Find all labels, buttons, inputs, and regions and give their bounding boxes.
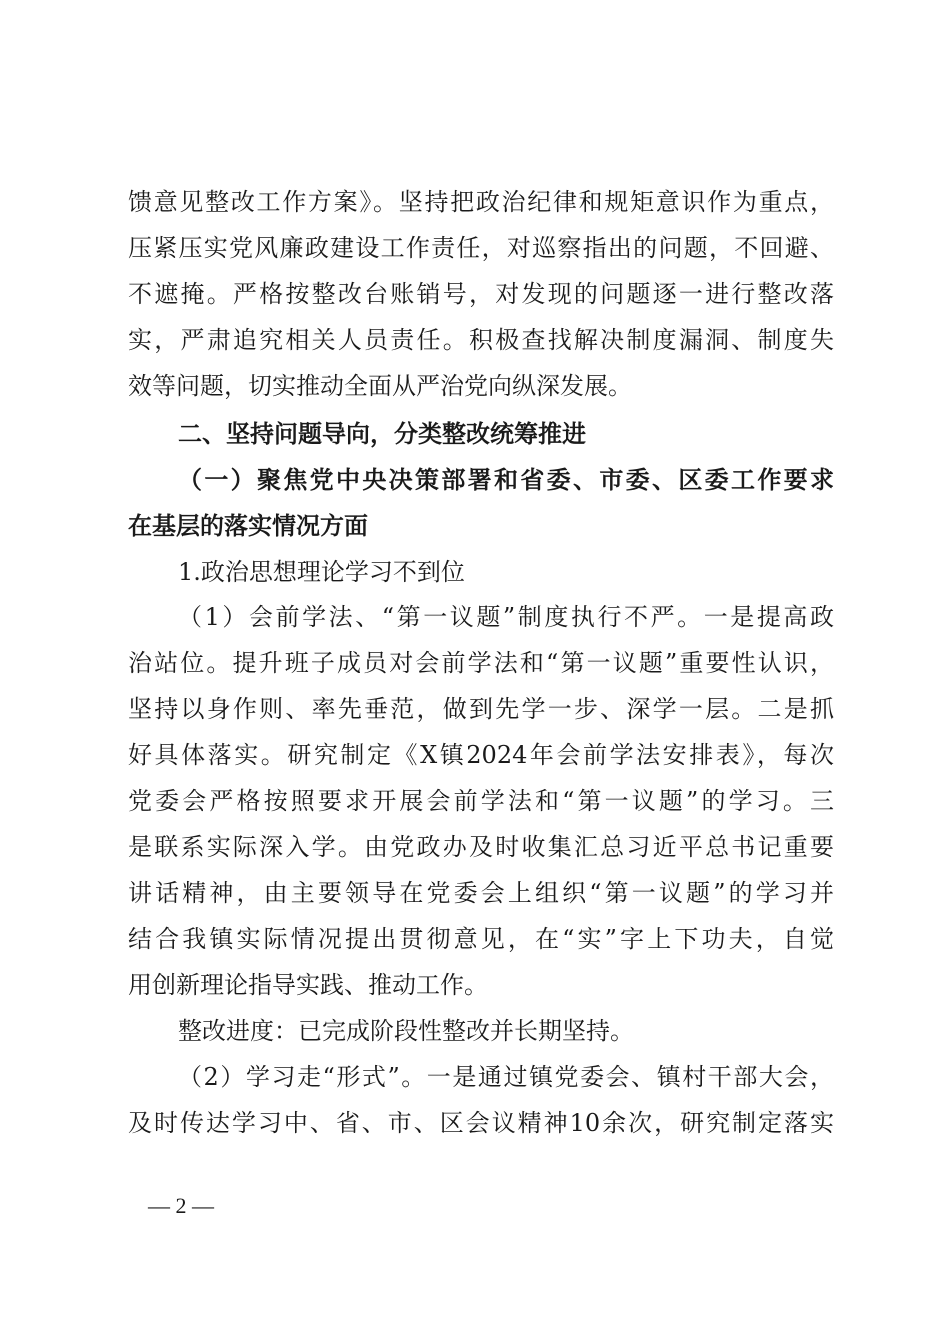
paragraph-line: 好具体落实。研究制定《X镇2024年会前学法安排表》，每次 [128, 741, 834, 769]
progress-note: 整改进度：已完成阶段性整改并长期坚持。 [178, 1017, 634, 1045]
subsection-heading: （一）聚焦党中央决策部署和省委、市委、区委工作要求 [178, 465, 834, 494]
paragraph-line: 治站位。提升班子成员对会前学法和“第一议题”重要性认识， [128, 649, 834, 677]
paragraph-line: 效等问题，切实推动全面从严治党向纵深发展。 [128, 372, 632, 400]
section-heading: 二、坚持问题导向，分类整改统筹推进 [178, 419, 586, 448]
item-heading: 1.政治思想理论学习不到位 [178, 558, 465, 586]
paragraph-line: 馈意见整改工作方案》。坚持把政治纪律和规矩意识作为重点， [128, 188, 834, 216]
paragraph-line: （2）学习走“形式”。一是通过镇党委会、镇村干部大会， [178, 1063, 834, 1091]
subsection-heading-cont: 在基层的落实情况方面 [128, 511, 368, 540]
paragraph-line: （1）会前学法、“第一议题”制度执行不严。一是提高政 [178, 603, 834, 631]
paragraph-line: 实，严肃追究相关人员责任。积极查找解决制度漏洞、制度失 [128, 326, 834, 354]
paragraph-line: 用创新理论指导实践、推动工作。 [128, 971, 488, 999]
paragraph-line: 坚持以身作则、率先垂范，做到先学一步、深学一层。二是抓 [128, 695, 834, 723]
paragraph-line: 及时传达学习中、省、市、区会议精神10余次，研究制定落实 [128, 1109, 834, 1137]
page-number: — 2 — [148, 1193, 214, 1218]
paragraph-line: 讲话精神，由主要领导在党委会上组织“第一议题”的学习并 [128, 879, 834, 907]
paragraph-line: 是联系实际深入学。由党政办及时收集汇总习近平总书记重要 [128, 833, 834, 861]
paragraph-line: 不遮掩。严格按整改台账销号，对发现的问题逐一进行整改落 [128, 280, 834, 308]
paragraph-line: 结合我镇实际情况提出贯彻意见，在“实”字上下功夫，自觉 [128, 925, 834, 953]
paragraph-line: 党委会严格按照要求开展会前学法和“第一议题”的学习。三 [128, 787, 834, 815]
paragraph-line: 压紧压实党风廉政建设工作责任，对巡察指出的问题，不回避、 [128, 234, 834, 262]
